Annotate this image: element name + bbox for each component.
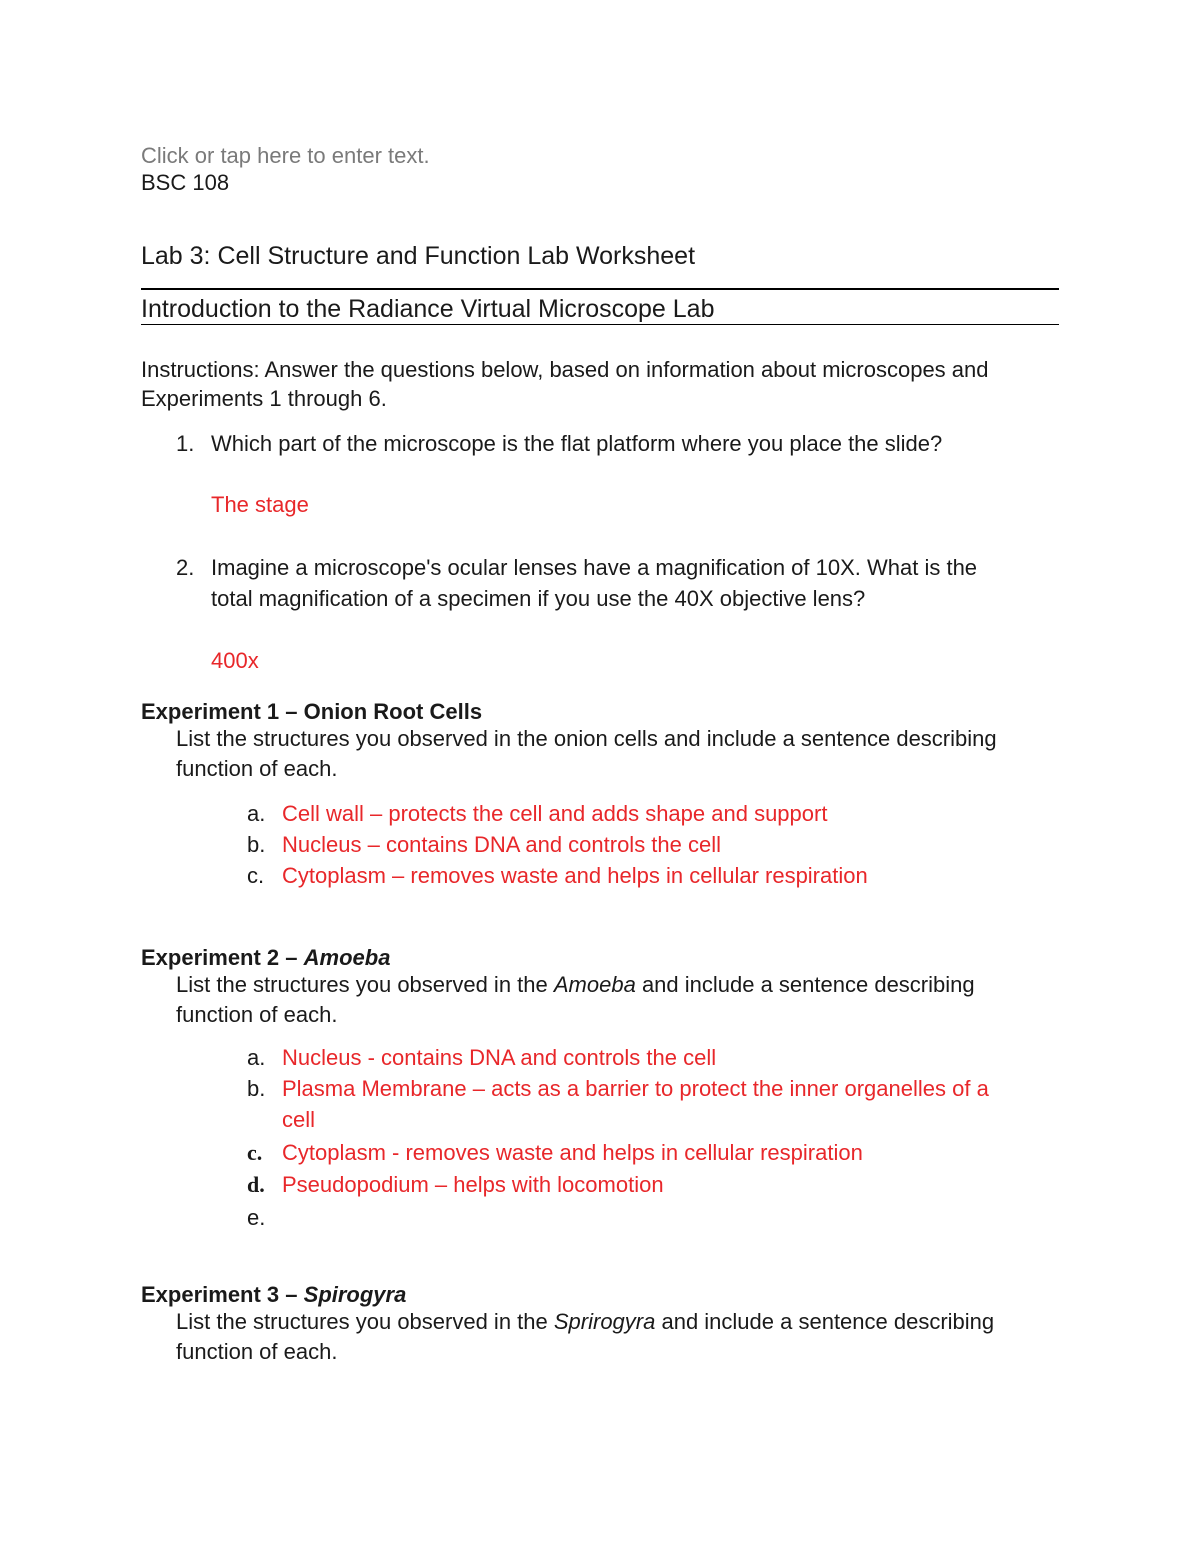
course-code: BSC 108 xyxy=(141,170,230,195)
list-marker: c. xyxy=(247,1140,263,1165)
organism-name: Amoeba xyxy=(553,972,636,997)
question-answer: 400x xyxy=(211,648,259,673)
experiment-prompt: function of each. xyxy=(176,1002,338,1027)
document-title: Lab 3: Cell Structure and Function Lab Worksheet xyxy=(141,242,696,270)
list-marker: b. xyxy=(247,832,266,857)
prompt-part: List the structures you observed in the xyxy=(176,1309,554,1334)
list-item-text: Cell wall – protects the cell and adds shape and support xyxy=(282,801,828,826)
experiment-prompt: function of each. xyxy=(176,756,338,781)
experiment-name: Amoeba xyxy=(303,945,391,970)
experiment-heading xyxy=(141,945,390,971)
question-number: 2. xyxy=(176,555,195,580)
prompt-part: and include a sentence describing xyxy=(635,972,975,997)
name-placeholder-field[interactable]: Click or tap here to enter text. xyxy=(141,143,430,168)
list-marker: e. xyxy=(247,1205,266,1230)
organism-name: Sprirogyra xyxy=(553,1309,656,1334)
list-marker: c. xyxy=(247,863,265,888)
list-item-text: Cytoplasm - removes waste and helps in cellular respiration xyxy=(282,1140,863,1165)
experiment-name: Spirogyra xyxy=(303,1282,407,1307)
list-marker: b. xyxy=(247,1076,266,1101)
list-marker: a. xyxy=(247,801,266,826)
experiment-name: Onion Root Cells xyxy=(303,699,483,724)
experiment-heading xyxy=(141,1282,406,1308)
question-answer: The stage xyxy=(211,492,309,517)
list-item-text: Cytoplasm – removes waste and helps in cellular respiration xyxy=(282,863,868,888)
list-item-text: Nucleus – contains DNA and controls the cell xyxy=(282,832,722,857)
subtitle-rule xyxy=(141,324,1059,325)
experiment-heading xyxy=(141,699,482,725)
prompt-part: and include a sentence describing xyxy=(655,1309,995,1334)
experiment-label: Experiment 3 – xyxy=(141,1282,304,1307)
instructions-line-1: Instructions: Answer the questions below, based on information about microscopes and xyxy=(141,357,989,382)
list-item-text: Pseudopodium – helps with locomotion xyxy=(282,1172,664,1197)
experiment-prompt: List the structures you observed in the onion cells and include a sentence describing xyxy=(176,726,997,751)
experiment-prompt xyxy=(176,972,975,998)
list-item-text: Plasma Membrane – acts as a barrier to protect the inner organelles of a xyxy=(282,1076,989,1101)
experiment-prompt: function of each. xyxy=(176,1339,338,1364)
prompt-part: List the structures you observed in the xyxy=(176,972,554,997)
experiment-prompt xyxy=(176,1309,994,1335)
title-rule xyxy=(141,288,1059,290)
list-marker: d. xyxy=(247,1172,265,1197)
list-item-text: cell xyxy=(282,1107,316,1132)
list-marker: a. xyxy=(247,1045,266,1070)
question-number: 1. xyxy=(176,431,195,456)
list-item-text: Nucleus - contains DNA and controls the cell xyxy=(282,1045,717,1070)
instructions-line-2: Experiments 1 through 6. xyxy=(141,386,387,411)
question-text: total magnification of a specimen if you use the 40X objective lens? xyxy=(211,586,866,611)
document-subtitle: Introduction to the Radiance Virtual Microscope Lab xyxy=(141,295,715,323)
experiment-label: Experiment 2 – xyxy=(141,945,304,970)
question-text: Imagine a microscope's ocular lenses have a magnification of 10X. What is the xyxy=(211,555,978,580)
question-text: Which part of the microscope is the flat platform where you place the slide? xyxy=(211,431,943,456)
experiment-label: Experiment 1 – xyxy=(141,699,304,724)
